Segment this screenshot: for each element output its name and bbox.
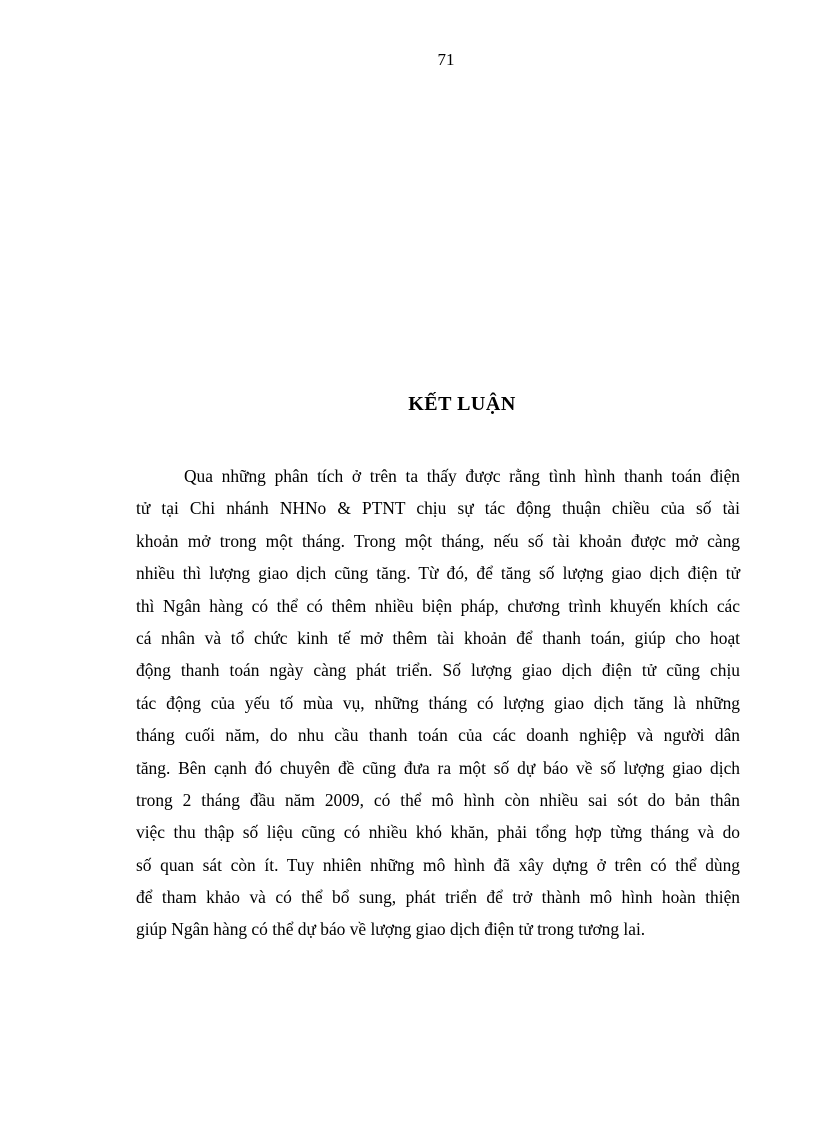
paragraph-line: thì Ngân hàng có thể có thêm nhiều biện pháp, chương trình khuyến khích các — [136, 595, 740, 616]
paragraph-line: động thanh toán ngày càng phát triển. Số lượng giao dịch điện tử cũng chịu — [136, 660, 740, 681]
paragraph-line: tử tại Chi nhánh NHNo & PTNT chịu sự tác động thuận chiều của số tài — [136, 498, 740, 519]
paragraph-line: cá nhân và tổ chức kinh tế mở thêm tài khoản để thanh toán, giúp cho hoạt — [136, 627, 740, 648]
paragraph-line: giúp Ngân hàng có thể dự báo về lượng giao dịch điện tử trong tương lai. — [136, 919, 646, 940]
conclusion-paragraph — [136, 460, 740, 946]
paragraph-line: tác động của yếu tố mùa vụ, những tháng có lượng giao dịch tăng là những — [136, 692, 740, 713]
paragraph-line: số quan sát còn ít. Tuy nhiên những mô hình đã xây dựng ở trên có thể dùng — [136, 854, 740, 875]
paragraph-line: tháng cuối năm, do nhu cầu thanh toán của các doanh nghiệp và người dân — [136, 725, 740, 746]
paragraph-line: để tham khảo và có thể bổ sung, phát triển để trở thành mô hình hoàn thiện — [136, 887, 740, 908]
paragraph-line: tăng. Bên cạnh đó chuyên đề cũng đưa ra một số dự báo về số lượng giao dịch — [136, 757, 740, 778]
paragraph-line: việc thu thập số liệu cũng có nhiều khó khăn, phải tổng hợp từng tháng và do — [136, 822, 740, 843]
paragraph-line: Qua những phân tích ở trên ta thấy được rằng tình hình thanh toán điện — [184, 466, 740, 486]
paragraph-line: khoản mở trong một tháng. Trong một tháng, nếu số tài khoản được mở càng — [136, 530, 740, 551]
paragraph-line: nhiều thì lượng giao dịch cũng tăng. Từ đó, để tăng số lượng giao dịch điện tử — [136, 563, 740, 584]
section-title: KẾT LUẬN — [408, 393, 516, 415]
page-number: 71 — [437, 50, 455, 69]
paragraph-line: trong 2 tháng đầu năm 2009, có thể mô hình còn nhiều sai sót do bản thân — [136, 789, 740, 810]
